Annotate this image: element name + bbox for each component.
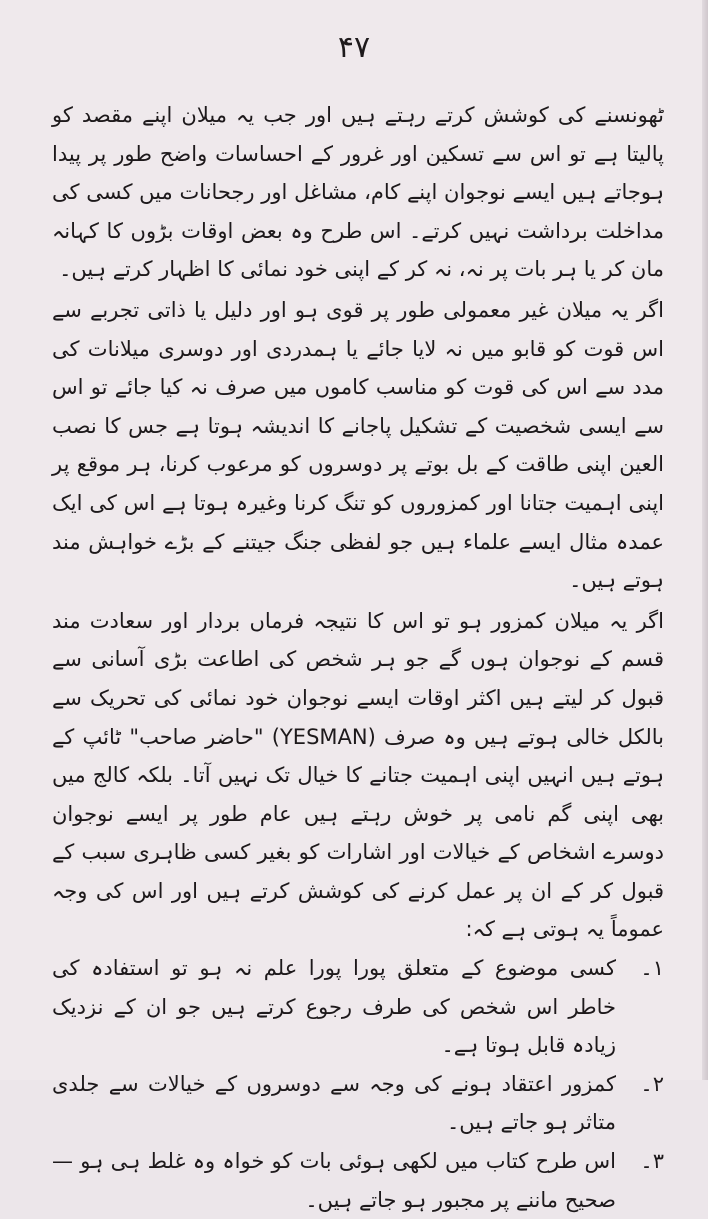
list-item-text: کسی موضوع کے متعلق پورا پورا علم نہ ہو تو استفادہ کی خاطر اس شخص کی طرف رجوع کرتے ہیں جو ان کے نزدیک زیادہ قابل ہوتا ہے۔ (52, 956, 616, 1058)
page-body (52, 96, 664, 1219)
list-item-text: اس طرح کتاب میں لکھی ہوئی بات کو خواہ وہ غلط ہی ہو — صحیح ماننے پر مجبور ہو جاتے ہیں۔ (52, 1149, 616, 1212)
paragraph-2: اگر یہ میلان غیر معمولی طور پر قوی ہو اور دلیل یا ذاتی تجربے سے اس قوت کو قابو میں نہ لایا جائے یا ہمدردی اور دوسری میلانات کی مدد سے اس کی قوت کو مناسب کاموں میں صرف نہ کیا جائے تو اس سے ایسی شخصیت کے تشکیل پاجانے کا اندیشہ ہوتا ہے جس کا نصب العین اپنی طاقت کے بل بوتے پر دوسروں کو مرعوب کرنا، ہر موقع پر اپنی اہمیت جتانا اور کمزوروں کو تنگ کرنا وغیرہ ہوتا ہے اس کی ایک عمدہ مثال ایسے علماء ہیں جو لفظی جنگ جیتنے کے بڑے خواہش مند ہوتے ہیں۔ (52, 297, 664, 593)
numbered-list (52, 949, 664, 1219)
list-item-3 (52, 1142, 664, 1219)
list-item-1 (52, 949, 664, 1065)
page-edge-shadow (702, 0, 708, 1080)
page-number: ۴۷ (337, 30, 371, 65)
list-item-text: کمزور اعتقاد ہونے کی وجہ سے دوسروں کے خیالات سے جلدی متاثر ہو جاتے ہیں۔ (52, 1071, 616, 1135)
list-item-number: ۲۔ (640, 1071, 664, 1096)
paragraph-3: اگر یہ میلان کمزور ہو تو اس کا نتیجہ فرماں بردار اور سعادت مند قسم کے نوجوان ہوں گے جو ہر شخص کی اطاعت بڑی آسانی سے قبول کر لیتے ہیں اکثر اوقات ایسے نوجوان خود نمائی کی تحریک سے بالکل خالی ہوتے ہیں وہ صرف (YESMAN) "حاضر صاحب" ٹائپ کے ہوتے ہیں انہیں اپنی اہمیت جتانے کا خیال تک نہیں آتا۔ بلکہ کالج میں بھی اپنی گم نامی پر خوش رہتے ہیں عام طور پر ایسے نوجوان دوسرے اشخاص کے خیالات اور اشارات کو بغیر کسی ظاہری سبب کے قبول کر کے ان پر عمل کرنے کی کوشش کرتے ہیں اور اس کی وجہ عموماً یہ ہوتی ہے کہ: (52, 608, 664, 942)
list-item-2 (52, 1065, 664, 1142)
paragraph-1: ٹھونسنے کی کوشش کرتے رہتے ہیں اور جب یہ میلان اپنے مقصد کو پالیتا ہے تو اس سے تسکین اور غرور کے احساسات واضح طور پر پیدا ہوجاتے ہیں ایسے نوجوان اپنے کام، مشاغل اور رجحانات میں کسی کی مداخلت برداشت نہیں کرتے۔ اس طرح وہ بعض اوقات بڑوں کا کہانہ مان کر یا ہر بات پر نہ، نہ کر کے اپنی خود نمائی کا اظہار کرتے ہیں۔ (52, 103, 664, 282)
list-item-number: ۳۔ (640, 1149, 664, 1174)
list-item-number: ۱۔ (640, 956, 664, 981)
